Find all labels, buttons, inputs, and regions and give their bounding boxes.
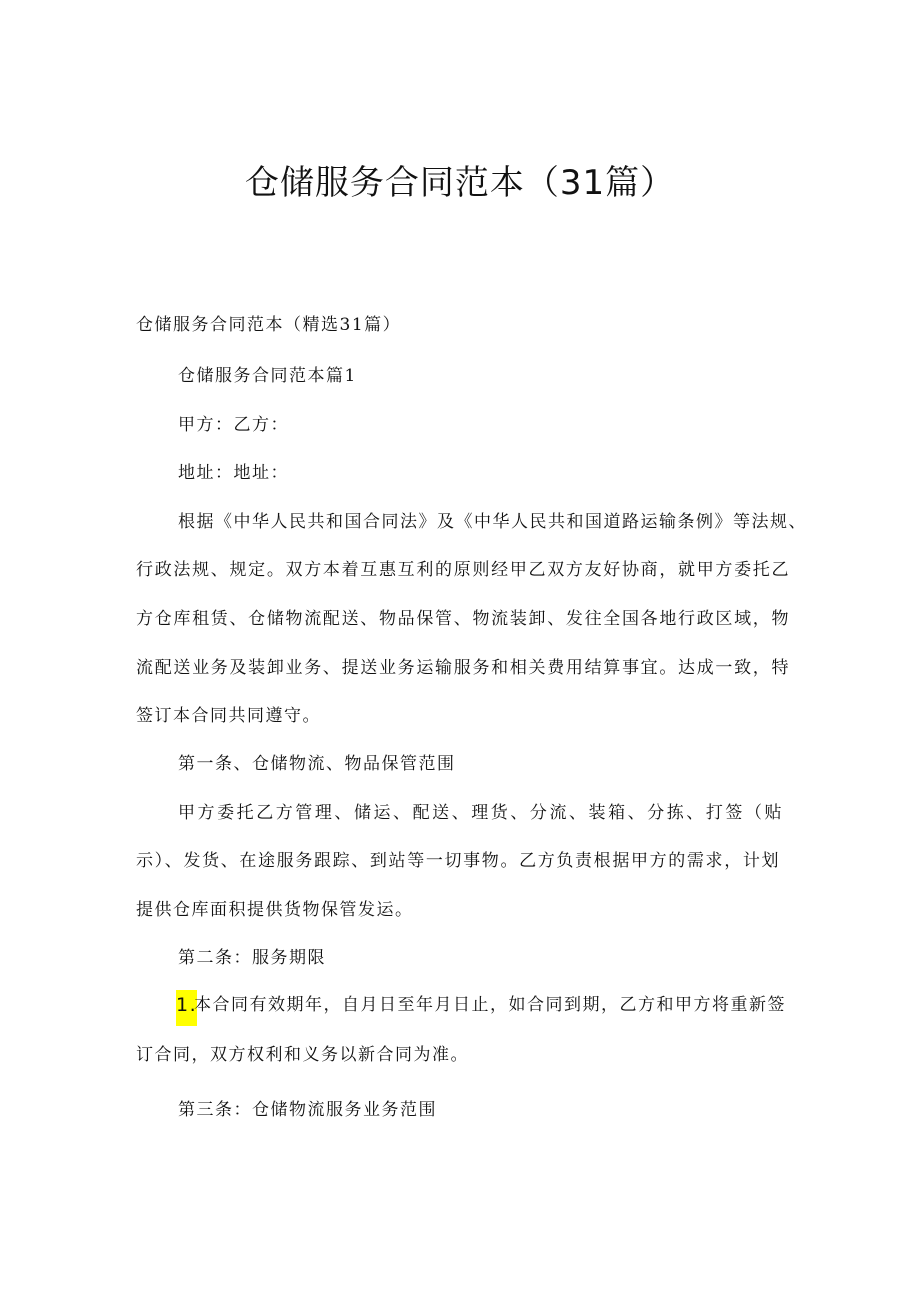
preamble-line-1: 根据《中华人民共和国合同法》及《中华人民共和国道路运输条例》等法规、 (178, 512, 807, 532)
preamble-line-3: 方仓库租赁、仓储物流配送、物品保管、物流装卸、发往全国各地行政区域，物 (136, 609, 790, 629)
preamble-line-2: 行政法规、规定。双方本着互惠互利的原则经甲乙双方友好协商，就甲方委托乙 (136, 560, 790, 580)
article3-heading: 第三条：仓储物流服务业务范围 (178, 1100, 437, 1120)
article2-line-1: 本合同有效期年，自月日至年月日止，如合同到期，乙方和甲方将重新签 (194, 995, 786, 1015)
section-heading: 仓储服务合同范本篇1 (178, 366, 357, 386)
document-title: 仓储服务合同范本（31篇） (244, 163, 676, 203)
article1-heading: 第一条、仓储物流、物品保管范围 (178, 754, 456, 774)
preamble-line-5: 签订本合同共同遵守。 (136, 706, 321, 726)
article2-line-2: 订合同，双方权利和义务以新合同为准。 (136, 1045, 469, 1065)
party-line: 甲方：乙方： (178, 415, 289, 435)
document-subtitle: 仓储服务合同范本（精选31篇） (136, 315, 402, 335)
preamble-line-4: 流配送业务及装卸业务、提送业务运输服务和相关费用结算事宜。达成一致，特 (136, 658, 790, 678)
address-line: 地址：地址： (178, 463, 289, 483)
article2-heading: 第二条：服务期限 (178, 948, 326, 968)
highlight-mark: 1. (176, 990, 197, 1026)
article1-line-2: 示）、发货、在途服务跟踪、到站等一切事物。乙方负责根据甲方的需求，计划 (136, 851, 780, 871)
article1-line-1: 甲方委托乙方管理、储运、配送、理货、分流、装箱、分拣、打签（贴 (178, 803, 783, 823)
article1-line-3: 提供仓库面积提供货物保管发运。 (136, 900, 414, 920)
